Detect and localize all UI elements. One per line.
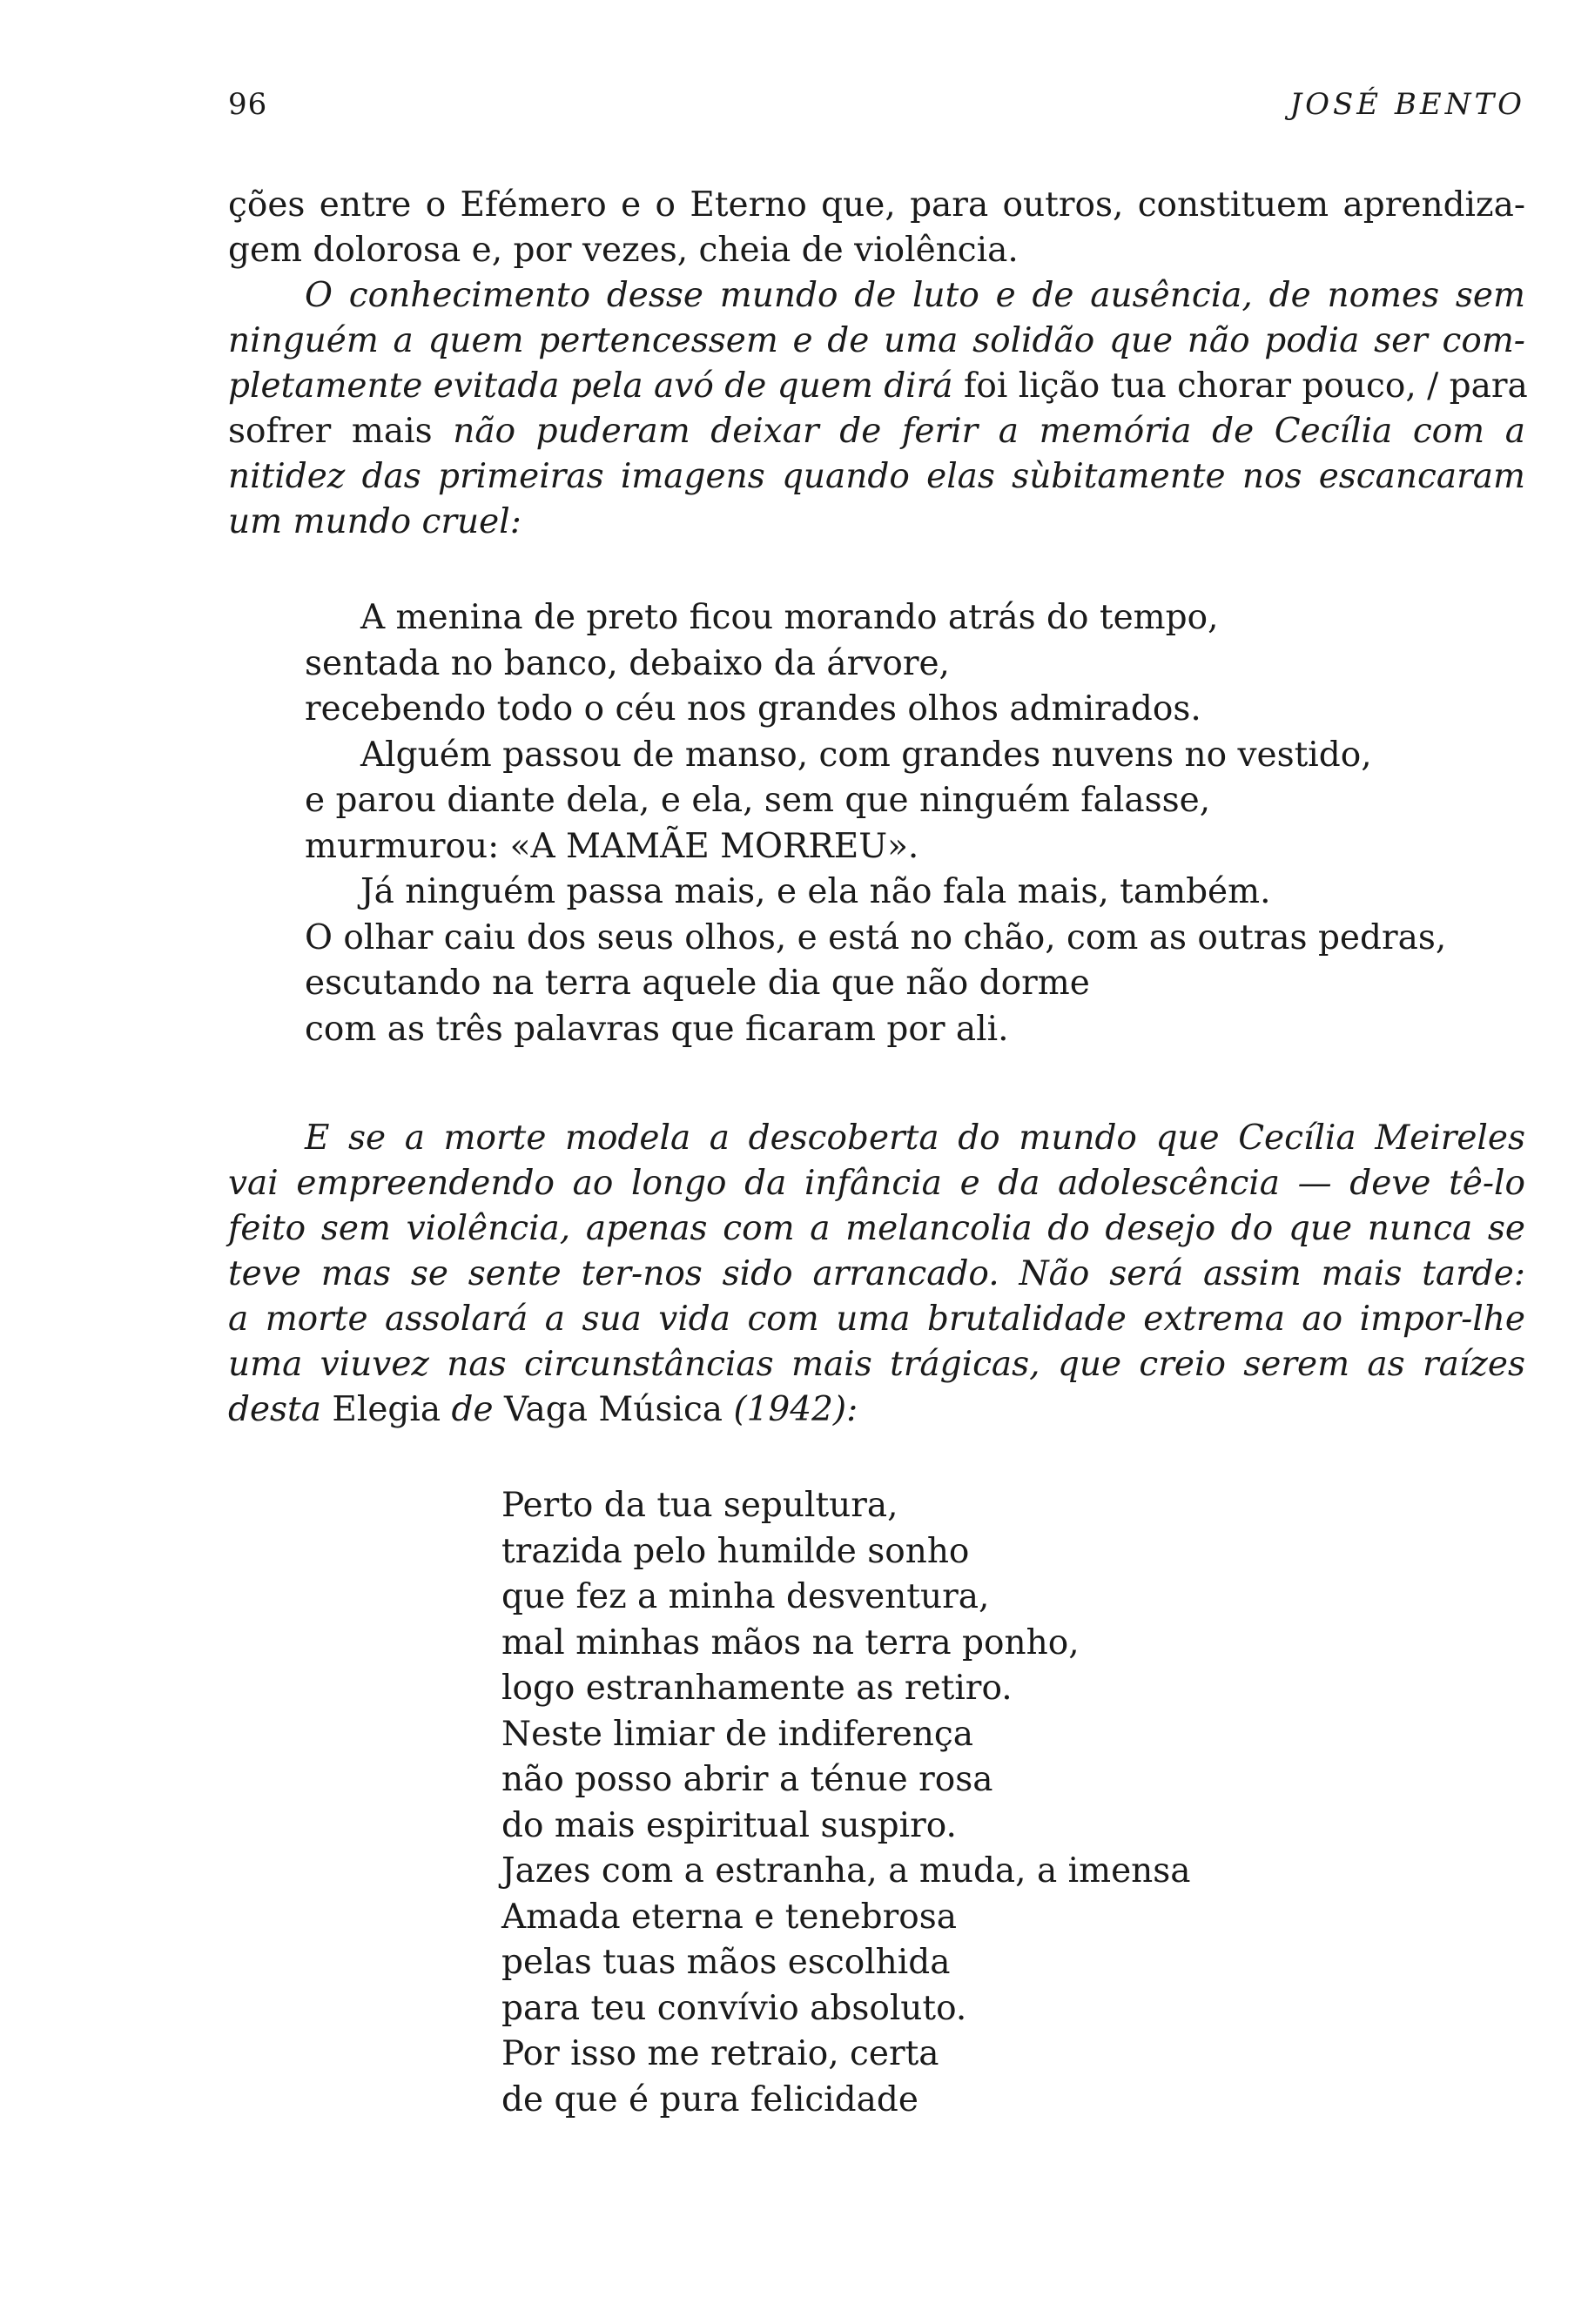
italic-span: pletamente evitada pela avó de quem dirá [228, 366, 953, 406]
poem-2 [501, 1483, 1191, 2123]
text-line: vai empreendendo ao longo da infância e da adolescência — deve tê-lo [228, 1164, 1525, 1203]
verse-line: trazida pelo humilde sonho [501, 1531, 970, 1571]
verse-line: A menina de preto ficou morando atrás do tempo, [360, 598, 1219, 637]
roman-span: Elegia [332, 1390, 441, 1429]
text-line: teve mas se sente ter-nos sido arrancado. Não será assim mais tarde: [228, 1254, 1525, 1293]
verse-line: e parou diante dela, e ela, sem que ninguém falasse, [305, 781, 1211, 820]
text-line: a morte assolará a sua vida com uma brutalidade extrema ao impor-lhe [228, 1300, 1525, 1339]
page-number: 96 [228, 87, 268, 122]
verse-line: logo estranhamente as retiro. [501, 1669, 1013, 1708]
text-line: feito sem violência, apenas com a melancolia do desejo do que nunca se [228, 1209, 1525, 1248]
verse-line: Alguém passou de manso, com grandes nuvens no vestido, [360, 735, 1372, 775]
verse-line: Amada eterna e tenebrosa [501, 1897, 958, 1937]
text-line: nitidez das primeiras imagens quando elas sùbitamente nos escancaram [228, 457, 1525, 496]
paragraph-3 [228, 1116, 1525, 1433]
italic-span: não puderam deixar de ferir a memória de Cecília com a [453, 412, 1525, 451]
page-header [228, 87, 1525, 131]
verse-line: não posso abrir a ténue rosa [501, 1760, 993, 1799]
italic-span: de [441, 1390, 504, 1429]
verse-line: Neste limiar de indiferença [501, 1714, 973, 1754]
text-line: E se a morte modela a descoberta do mundo que Cecília Meireles [305, 1118, 1525, 1158]
verse-line: mal minhas mãos na terra ponho, [501, 1622, 1080, 1662]
text-line: ções entre o Efémero e o Eterno que, para outros, constituem aprendiza- [228, 185, 1525, 225]
roman-span: foi lição tua chorar pouco, / para [952, 366, 1528, 406]
verse-line: Já ninguém passa mais, e ela não fala mais, também. [360, 872, 1271, 911]
roman-span: sofrer mais [228, 412, 454, 451]
text-line: gem dolorosa e, por vezes, cheia de violência. [228, 231, 1019, 270]
text-line: uma viuvez nas circunstâncias mais trágicas, que creio serem as raízes [228, 1345, 1525, 1384]
verse-line: sentada no banco, debaixo da árvore, [305, 643, 950, 683]
verse-line: Por isso me retraio, certa [501, 2034, 939, 2073]
paragraph-2 [228, 273, 1528, 545]
verse-line: O olhar caiu dos seus olhos, e está no chão, com as outras pedras, [305, 917, 1447, 957]
verse-line: recebendo todo o céu nos grandes olhos admirados. [305, 689, 1201, 729]
verse-line: Jazes com a estranha, a muda, a imensa [501, 1851, 1191, 1891]
verse-line: escutando na terra aquele dia que não dorme [305, 964, 1090, 1003]
verse-line: que fez a minha desventura, [501, 1577, 990, 1616]
verse-line: Perto da tua sepultura, [501, 1486, 898, 1525]
poem-1 [305, 595, 1446, 1052]
running-head: JOSÉ BENTO [1289, 87, 1525, 122]
verse-line: com as três palavras que ficaram por ali. [305, 1009, 1009, 1049]
text-line [228, 364, 1528, 409]
text-line: ninguém a quem pertencessem e de uma solidão que não podia ser com- [228, 321, 1525, 360]
paragraph-1 [228, 183, 1525, 273]
text-line: O conhecimento desse mundo de luto e de ausência, de nomes sem [305, 276, 1525, 315]
text-line: um mundo cruel: [228, 502, 521, 541]
verse-line: do mais espiritual suspiro. [501, 1805, 957, 1845]
verse-line: de que é pura felicidade [501, 2079, 918, 2119]
verse-line: pelas tuas mãos escolhida [501, 1943, 951, 1982]
text-line [228, 409, 1525, 454]
roman-span: Vaga Música [503, 1390, 723, 1429]
verse-line: para teu convívio absoluto. [501, 1988, 967, 2028]
text-line [228, 1387, 1525, 1433]
verse-line: murmurou: «A MAMÃE MORREU». [305, 826, 919, 866]
italic-span: desta [228, 1390, 333, 1429]
italic-span: (1942): [723, 1390, 858, 1429]
